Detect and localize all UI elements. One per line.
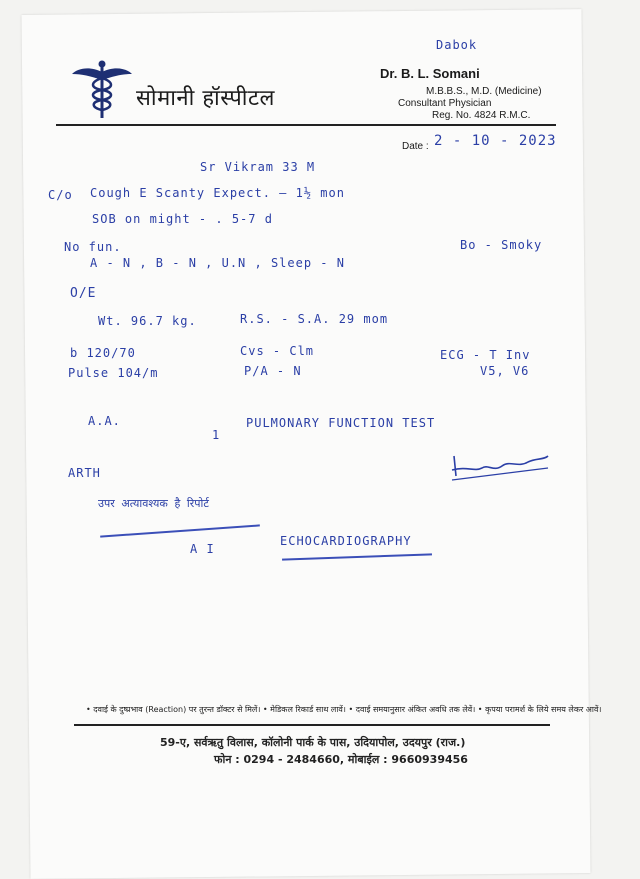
footer-note: • दवाई के दुष्प्रभाव (Reaction) पर तुरन्त डॉक्टर से मिलें। • मेडिकल रिकार्ड साथ लावें। • दवाई समयानुसार अंकित अवधि तक लेवें। • कृपया परामर्श के लिये समय लेकर आवें। xyxy=(86,705,602,714)
corner-note: Dabok xyxy=(436,38,478,52)
caduceus-logo-icon xyxy=(70,58,134,122)
oe-label: O/E xyxy=(70,286,97,301)
cvs-finding: Cvs - Clm xyxy=(240,344,315,358)
hindi-note: उपर अत्यावश्यक है रिपोर्ट xyxy=(98,497,209,510)
history-line: A - N , B - N , U.N , Sleep - N xyxy=(90,256,345,270)
doctor-signature xyxy=(448,446,552,486)
advice-1-label: A.A. xyxy=(88,414,121,428)
no-fun-note: No fun. xyxy=(64,240,122,254)
footer-divider xyxy=(74,724,550,726)
advice-echocardiography: ECHOCARDIOGRAPHY xyxy=(280,534,412,548)
complaint-1: Cough E Scanty Expect. — 1½ mon xyxy=(90,186,345,200)
smoker-note: Bo - Smoky xyxy=(460,238,543,252)
date-value: 2 - 10 - 2023 xyxy=(434,133,557,149)
header-divider xyxy=(56,124,556,126)
rs-spo2: R.S. - S.A. 29 mom xyxy=(240,312,389,326)
hospital-name: सोमानी हॉस्पीटल xyxy=(136,86,275,111)
pulse: Pulse 104/m xyxy=(68,366,159,380)
doctor-name: Dr. B. L. Somani xyxy=(380,66,480,81)
weight: Wt. 96.7 kg. xyxy=(98,314,197,328)
hospital-address: 59-ए, सर्वऋतु विलास, कॉलोनी पार्क के पास, उदियापोल, उदयपुर (राज.) xyxy=(160,736,466,749)
complaint-2: SOB on might - . 5-7 d xyxy=(92,212,273,226)
ecg-leads: V5, V6 xyxy=(480,364,530,378)
ecg-finding: ECG - T Inv xyxy=(440,348,531,362)
co-label: C/o xyxy=(48,188,73,202)
registration-number: Reg. No. 4824 R.M.C. xyxy=(432,110,531,121)
sign-label: ARTH xyxy=(68,466,101,480)
date-label: Date : xyxy=(402,141,429,152)
advice-1-number: 1 xyxy=(212,428,221,442)
patient-line: Sr Vikram 33 M xyxy=(200,160,316,174)
advice-pulmonary-function-test: PULMONARY FUNCTION TEST xyxy=(246,416,436,430)
advice-2-label: A I xyxy=(190,542,215,556)
pa-finding: P/A - N xyxy=(244,364,302,378)
blood-pressure: b 120/70 xyxy=(70,346,136,360)
doctor-designation: Consultant Physician xyxy=(398,98,492,109)
doctor-degrees: M.B.B.S., M.D. (Medicine) xyxy=(426,86,542,97)
hospital-phone: फोन : 0294 - 2484660, मोबाईल : 9660939456 xyxy=(214,753,468,766)
